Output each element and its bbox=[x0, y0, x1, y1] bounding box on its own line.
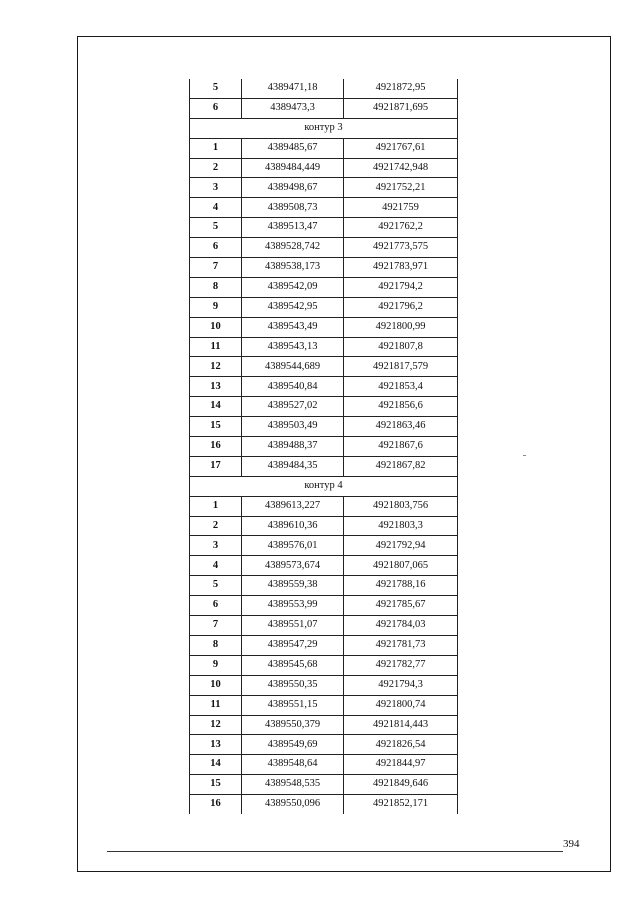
y-coordinate-cell: 4921781,73 bbox=[344, 635, 458, 655]
scan-speck bbox=[523, 455, 526, 456]
point-number-cell: 11 bbox=[190, 695, 242, 715]
table-row bbox=[190, 218, 458, 238]
x-coordinate-cell: 4389547,29 bbox=[242, 635, 344, 655]
y-coordinate-cell: 4921752,21 bbox=[344, 178, 458, 198]
x-coordinate-cell: 4389543,13 bbox=[242, 337, 344, 357]
y-coordinate-cell: 4921785,67 bbox=[344, 596, 458, 616]
table-row bbox=[190, 397, 458, 417]
y-coordinate-cell: 4921807,8 bbox=[344, 337, 458, 357]
table-row bbox=[190, 616, 458, 636]
table-row bbox=[190, 437, 458, 457]
table-row bbox=[190, 735, 458, 755]
x-coordinate-cell: 4389550,35 bbox=[242, 675, 344, 695]
point-number-cell: 11 bbox=[190, 337, 242, 357]
point-number-cell: 15 bbox=[190, 417, 242, 437]
y-coordinate-cell: 4921796,2 bbox=[344, 297, 458, 317]
y-coordinate-cell: 4921817,579 bbox=[344, 357, 458, 377]
y-coordinate-cell: 4921852,171 bbox=[344, 795, 458, 814]
point-number-cell: 10 bbox=[190, 317, 242, 337]
point-number-cell: 14 bbox=[190, 755, 242, 775]
point-number-cell: 17 bbox=[190, 456, 242, 476]
y-coordinate-cell: 4921794,2 bbox=[344, 277, 458, 297]
table-row bbox=[190, 377, 458, 397]
table-row bbox=[190, 158, 458, 178]
x-coordinate-cell: 4389542,95 bbox=[242, 297, 344, 317]
y-coordinate-cell: 4921794,3 bbox=[344, 675, 458, 695]
x-coordinate-cell: 4389513,47 bbox=[242, 218, 344, 238]
y-coordinate-cell: 4921767,61 bbox=[344, 138, 458, 158]
table-row bbox=[190, 596, 458, 616]
y-coordinate-cell: 4921867,6 bbox=[344, 437, 458, 457]
point-number-cell: 8 bbox=[190, 277, 242, 297]
x-coordinate-cell: 4389559,38 bbox=[242, 576, 344, 596]
point-number-cell: 7 bbox=[190, 616, 242, 636]
contour-header-row bbox=[190, 476, 458, 496]
contour-label: контур 4 bbox=[190, 476, 458, 496]
page-number: 394 bbox=[563, 838, 580, 850]
y-coordinate-cell: 4921803,3 bbox=[344, 516, 458, 536]
x-coordinate-cell: 4389498,67 bbox=[242, 178, 344, 198]
x-coordinate-cell: 4389543,49 bbox=[242, 317, 344, 337]
x-coordinate-cell: 4389549,69 bbox=[242, 735, 344, 755]
table-row bbox=[190, 695, 458, 715]
table-row bbox=[190, 79, 458, 98]
table-row bbox=[190, 456, 458, 476]
table-row bbox=[190, 536, 458, 556]
y-coordinate-cell: 4921742,948 bbox=[344, 158, 458, 178]
table-row bbox=[190, 556, 458, 576]
x-coordinate-cell: 4389545,68 bbox=[242, 655, 344, 675]
coordinates-table bbox=[189, 79, 458, 814]
point-number-cell: 6 bbox=[190, 238, 242, 258]
point-number-cell: 6 bbox=[190, 98, 242, 118]
table-row bbox=[190, 138, 458, 158]
point-number-cell: 13 bbox=[190, 735, 242, 755]
point-number-cell: 4 bbox=[190, 556, 242, 576]
point-number-cell: 7 bbox=[190, 258, 242, 278]
x-coordinate-cell: 4389484,35 bbox=[242, 456, 344, 476]
y-coordinate-cell: 4921759 bbox=[344, 198, 458, 218]
y-coordinate-cell: 4921783,971 bbox=[344, 258, 458, 278]
table-row bbox=[190, 775, 458, 795]
y-coordinate-cell: 4921867,82 bbox=[344, 456, 458, 476]
table-row bbox=[190, 98, 458, 118]
y-coordinate-cell: 4921773,575 bbox=[344, 238, 458, 258]
point-number-cell: 5 bbox=[190, 79, 242, 98]
table-row bbox=[190, 755, 458, 775]
x-coordinate-cell: 4389576,01 bbox=[242, 536, 344, 556]
y-coordinate-cell: 4921807,065 bbox=[344, 556, 458, 576]
x-coordinate-cell: 4389550,096 bbox=[242, 795, 344, 814]
table-row bbox=[190, 297, 458, 317]
x-coordinate-cell: 4389528,742 bbox=[242, 238, 344, 258]
y-coordinate-cell: 4921849,646 bbox=[344, 775, 458, 795]
x-coordinate-cell: 4389548,64 bbox=[242, 755, 344, 775]
table-row bbox=[190, 655, 458, 675]
point-number-cell: 5 bbox=[190, 218, 242, 238]
footer-rule bbox=[107, 851, 563, 852]
x-coordinate-cell: 4389503,49 bbox=[242, 417, 344, 437]
x-coordinate-cell: 4389527,02 bbox=[242, 397, 344, 417]
table-row bbox=[190, 417, 458, 437]
point-number-cell: 16 bbox=[190, 437, 242, 457]
point-number-cell: 10 bbox=[190, 675, 242, 695]
point-number-cell: 8 bbox=[190, 635, 242, 655]
x-coordinate-cell: 4389613,227 bbox=[242, 496, 344, 516]
x-coordinate-cell: 4389540,84 bbox=[242, 377, 344, 397]
contour-header-row bbox=[190, 118, 458, 138]
y-coordinate-cell: 4921871,695 bbox=[344, 98, 458, 118]
y-coordinate-cell: 4921800,99 bbox=[344, 317, 458, 337]
y-coordinate-cell: 4921826,54 bbox=[344, 735, 458, 755]
x-coordinate-cell: 4389471,18 bbox=[242, 79, 344, 98]
x-coordinate-cell: 4389573,674 bbox=[242, 556, 344, 576]
y-coordinate-cell: 4921856,6 bbox=[344, 397, 458, 417]
y-coordinate-cell: 4921762,2 bbox=[344, 218, 458, 238]
table-row bbox=[190, 198, 458, 218]
x-coordinate-cell: 4389544,689 bbox=[242, 357, 344, 377]
x-coordinate-cell: 4389551,07 bbox=[242, 616, 344, 636]
y-coordinate-cell: 4921803,756 bbox=[344, 496, 458, 516]
point-number-cell: 5 bbox=[190, 576, 242, 596]
table-row bbox=[190, 496, 458, 516]
x-coordinate-cell: 4389551,15 bbox=[242, 695, 344, 715]
y-coordinate-cell: 4921782,77 bbox=[344, 655, 458, 675]
point-number-cell: 16 bbox=[190, 795, 242, 814]
table-row bbox=[190, 277, 458, 297]
y-coordinate-cell: 4921863,46 bbox=[344, 417, 458, 437]
y-coordinate-cell: 4921800,74 bbox=[344, 695, 458, 715]
point-number-cell: 1 bbox=[190, 496, 242, 516]
point-number-cell: 4 bbox=[190, 198, 242, 218]
point-number-cell: 12 bbox=[190, 357, 242, 377]
point-number-cell: 13 bbox=[190, 377, 242, 397]
table-row bbox=[190, 715, 458, 735]
table-row bbox=[190, 317, 458, 337]
y-coordinate-cell: 4921788,16 bbox=[344, 576, 458, 596]
x-coordinate-cell: 4389610,36 bbox=[242, 516, 344, 536]
point-number-cell: 2 bbox=[190, 516, 242, 536]
point-number-cell: 2 bbox=[190, 158, 242, 178]
table-row bbox=[190, 795, 458, 814]
table-row bbox=[190, 675, 458, 695]
x-coordinate-cell: 4389553,99 bbox=[242, 596, 344, 616]
y-coordinate-cell: 4921792,94 bbox=[344, 536, 458, 556]
table-row bbox=[190, 576, 458, 596]
point-number-cell: 9 bbox=[190, 655, 242, 675]
table-row bbox=[190, 238, 458, 258]
x-coordinate-cell: 4389538,173 bbox=[242, 258, 344, 278]
table-row bbox=[190, 516, 458, 536]
x-coordinate-cell: 4389485,67 bbox=[242, 138, 344, 158]
table-row bbox=[190, 635, 458, 655]
x-coordinate-cell: 4389484,449 bbox=[242, 158, 344, 178]
table-row bbox=[190, 337, 458, 357]
x-coordinate-cell: 4389473,3 bbox=[242, 98, 344, 118]
point-number-cell: 14 bbox=[190, 397, 242, 417]
point-number-cell: 9 bbox=[190, 297, 242, 317]
table-row bbox=[190, 357, 458, 377]
point-number-cell: 3 bbox=[190, 536, 242, 556]
y-coordinate-cell: 4921784,03 bbox=[344, 616, 458, 636]
x-coordinate-cell: 4389542,09 bbox=[242, 277, 344, 297]
y-coordinate-cell: 4921872,95 bbox=[344, 79, 458, 98]
point-number-cell: 15 bbox=[190, 775, 242, 795]
y-coordinate-cell: 4921853,4 bbox=[344, 377, 458, 397]
table-row bbox=[190, 258, 458, 278]
y-coordinate-cell: 4921814,443 bbox=[344, 715, 458, 735]
point-number-cell: 1 bbox=[190, 138, 242, 158]
contour-label: контур 3 bbox=[190, 118, 458, 138]
table-row bbox=[190, 178, 458, 198]
x-coordinate-cell: 4389550,379 bbox=[242, 715, 344, 735]
point-number-cell: 12 bbox=[190, 715, 242, 735]
x-coordinate-cell: 4389488,37 bbox=[242, 437, 344, 457]
x-coordinate-cell: 4389508,73 bbox=[242, 198, 344, 218]
point-number-cell: 3 bbox=[190, 178, 242, 198]
x-coordinate-cell: 4389548,535 bbox=[242, 775, 344, 795]
y-coordinate-cell: 4921844,97 bbox=[344, 755, 458, 775]
point-number-cell: 6 bbox=[190, 596, 242, 616]
